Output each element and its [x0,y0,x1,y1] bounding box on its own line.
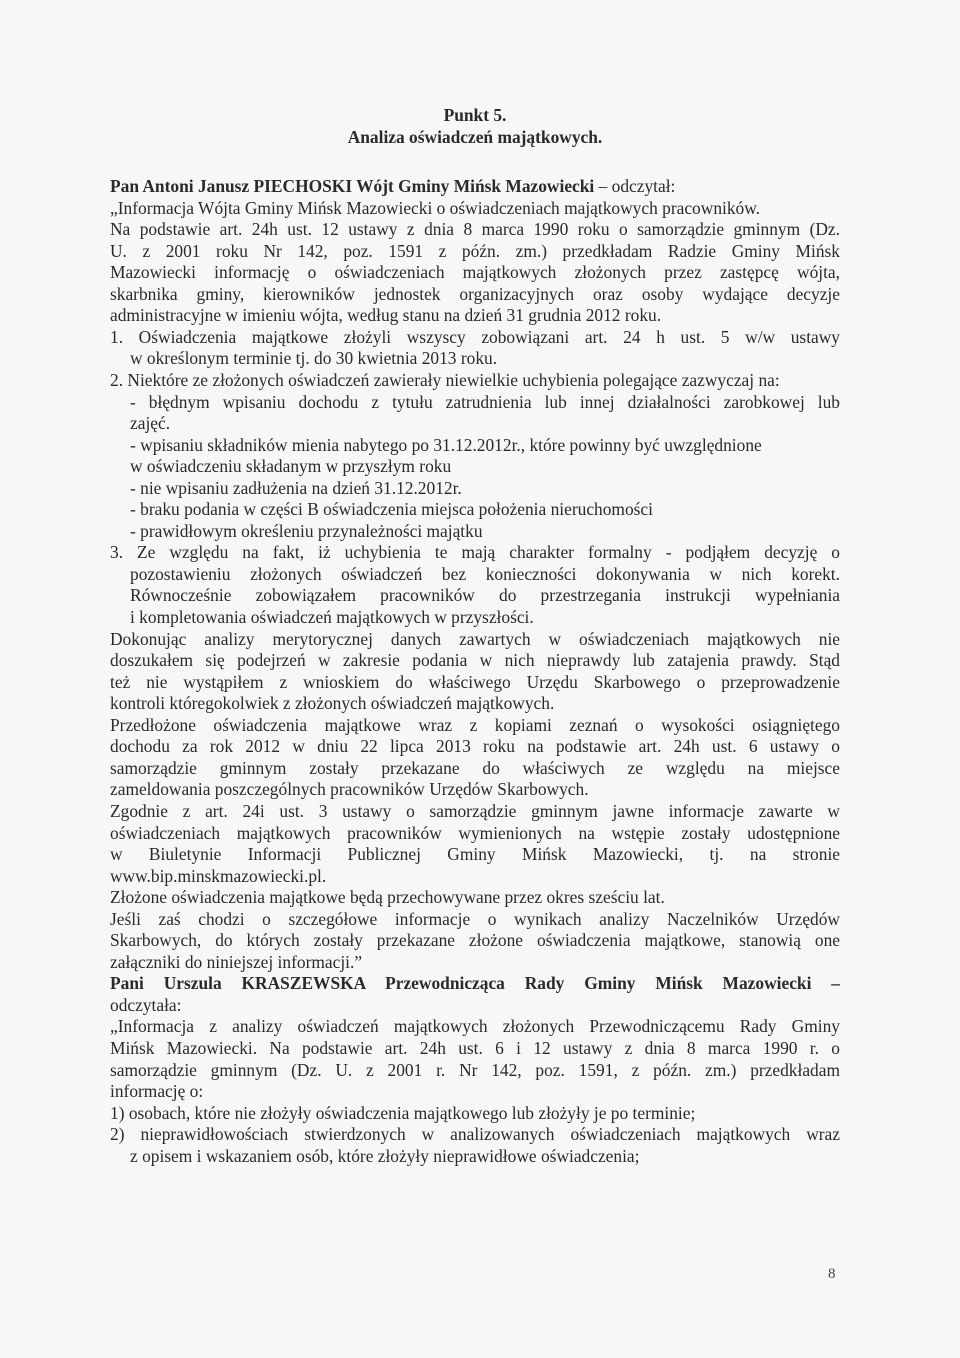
speaker-name: Pan Antoni Janusz PIECHOSKI Wójt Gminy Mińsk Mazowiecki [110,176,595,197]
text-line [110,284,840,306]
line-text: z opisem i wskazaniem osób, które złożyły nieprawidłowe oświadczenia; [130,1145,640,1166]
line-text: oświadczeniach majątkowych pracowników wymienionych na wstępie zostały udostępnione [110,822,840,843]
line-text: - wpisaniu składników mienia nabytego po 31.12.2012r., które powinny być uwzględnione [130,434,762,455]
text-line [110,564,840,586]
text-line [110,973,840,995]
text-line [110,715,840,737]
text-line [110,348,840,370]
line-text: Mazowiecki informację o oświadczeniach majątkowych złożonych przez zastępcę wójta, [110,262,840,283]
text-line [110,198,840,220]
line-text: 1. Oświadczenia majątkowe złożyli wszyscy zobowiązani art. 24 h ust. 5 w/w ustawy [110,326,840,347]
text-line [110,478,840,500]
line-text: załączniki do niniejszej informacji.” [110,951,363,972]
line-text: skarbnika gminy, kierowników jednostek organizacyjnych oraz osoby wydające decyzje [110,283,840,304]
text-line [110,241,840,263]
line-text: U. z 2001 roku Nr 142, poz. 1591 z późn. zm.) przedkładam Radzie Gminy Mińsk [110,240,840,261]
text-line [110,521,840,543]
line-text: 2. Niektóre ze złożonych oświadczeń zawierały niewielkie uchybienia polegające zazwyczaj na: [110,370,780,391]
line-text: w określonym terminie tj. do 30 kwietnia 2013 roku. [130,348,498,369]
section-title: Analiza oświadczeń majątkowych. [347,126,603,147]
text-line [110,1016,840,1038]
line-text: i kompletowania oświadczeń majątkowych w przyszłości. [130,607,534,628]
text-line [110,1146,840,1168]
document-body [110,105,840,1167]
text-line [110,262,840,284]
line-text: - braku podania w części B oświadczenia miejsca położenia nieruchomości [130,499,653,520]
text-line [110,693,840,715]
text-line [110,392,840,414]
text-line [110,1038,840,1060]
line-text: Mińsk Mazowiecki. Na podstawie art. 24h ust. 6 i 12 ustawy z dnia 8 marca 1990 r. o [110,1037,840,1058]
line-text: - nie wpisaniu zadłużenia na dzień 31.12.2012r. [130,477,462,498]
line-text: Skarbowych, do których zostały przekazane złożone oświadczenia majątkowe, stanowią one [110,930,840,951]
text-line [110,435,840,457]
line-text: 1) osobach, które nie złożyły oświadczenia majątkowego lub złożyły je po terminie; [110,1102,696,1123]
line-text: odczytała: [110,994,182,1015]
text-line [110,1103,840,1125]
line-text: „Informacja z analizy oświadczeń majątkowych złożonych Przewodniczącemu Rady Gminy [110,1016,840,1037]
text-line [110,866,840,888]
speaker-name: Pani Urszula KRASZEWSKA Przewodnicząca Rady Gminy Mińsk Mazowiecki – [110,973,840,994]
line-text: w oświadczeniu składanym w przyszłym roku [130,456,452,477]
text-line [110,930,840,952]
text-line [110,219,840,241]
text-line [110,909,840,931]
line-text: administracyjne w imieniu wójta, według stanu na dzień 31 grudnia 2012 roku. [110,305,662,326]
text-line [110,887,840,909]
spacer [110,148,840,176]
line-text: pozostawieniu złożonych oświadczeń bez konieczności dokonywania w nich korekt. [130,563,840,584]
text-line [110,370,840,392]
text-line [110,607,840,629]
line-text: w Biuletynie Informacji Publicznej Gminy Mińsk Mazowiecki, tj. na stronie [110,844,840,865]
text-line [110,650,840,672]
text-line [110,672,840,694]
line-text: Równocześnie zobowiązałem pracowników do przestrzegania instrukcji wypełniania [130,585,840,606]
line-text: - błędnym wpisaniu dochodu z tytułu zatrudnienia lub innej działalności zarobkowej lub [130,391,840,412]
line-text: też nie wystąpiłem z wnioskiem do właściwego Urzędu Skarbowego o przeprowadzenie [110,671,840,692]
line-text: informację o: [110,1081,204,1102]
line-text: Dokonując analizy merytorycznej danych zawartych w oświadczeniach majątkowych nie [110,628,840,649]
line-text: dochodu za rok 2012 w dniu 22 lipca 2013 roku na podstawie art. 24h ust. 6 ustawy o [110,736,840,757]
point-heading: Punkt 5. [443,105,507,125]
line-text: doszukałem się podejrzeń w zakresie podania w nich nieprawdy lub zatajenia prawdy. Stąd [110,650,840,671]
line-text: zajęć. [130,413,171,434]
line-text: www.bip.minskmazowiecki.pl. [110,865,327,886]
text-line [110,736,840,758]
line-text: samorządzie gminnym zostały przekazane do właściwych ze względu na miejsce [110,757,840,778]
text-line [110,758,840,780]
line-text: Jeśli zaś chodzi o szczegółowe informacje o wynikach analizy Naczelników Urzędów [110,908,840,929]
line-text: Na podstawie art. 24h ust. 12 ustawy z dnia 8 marca 1990 roku o samorządzie gminnym (Dz. [110,219,840,240]
text-line [110,327,840,349]
text-line [110,995,840,1017]
text-line [110,1081,840,1103]
text-line [110,305,840,327]
line-text: - prawidłowym określeniu przynależności majątku [130,520,483,541]
text-line [110,542,840,564]
page-number: 8 [828,1266,836,1282]
text-line [110,456,840,478]
line-text: 2) nieprawidłowościach stwierdzonych w analizowanych oświadczeniach majątkowych wraz [110,1124,840,1145]
line-text: Zgodnie z art. 24i ust. 3 ustawy o samorządzie gminnym jawne informacje zawarte w [110,800,840,821]
text-line [110,779,840,801]
line-text: kontroli któregokolwiek z złożonych oświadczeń majątkowych. [110,693,555,714]
line-text: Przedłożone oświadczenia majątkowe wraz z kopiami zeznań o wysokości osiągniętego [110,714,840,735]
text-lines [110,176,840,1167]
text-line [110,823,840,845]
line-tail: – odczytał: [594,176,676,197]
line-text: Złożone oświadczenia majątkowe będą przechowywane przez okres sześciu lat. [110,887,665,908]
text-line [110,1060,840,1082]
text-line [110,176,840,198]
text-line [110,629,840,651]
text-line [110,413,840,435]
line-text: „Informacja Wójta Gminy Mińsk Mazowiecki o oświadczeniach majątkowych pracowników. [110,197,761,218]
text-line [110,801,840,823]
text-line [110,1124,840,1146]
line-text: zameldowania poszczególnych pracowników Urzędów Skarbowych. [110,779,589,800]
text-line [110,499,840,521]
line-text: samorządzie gminnym (Dz. U. z 2001 r. Nr 142, poz. 1591, z późn. zm.) przedkładam [110,1059,840,1080]
text-line [110,952,840,974]
text-line [110,585,840,607]
line-text: 3. Ze względu na fakt, iż uchybienia te mają charakter formalny - podjąłem decyzję o [110,542,840,563]
text-line [110,844,840,866]
